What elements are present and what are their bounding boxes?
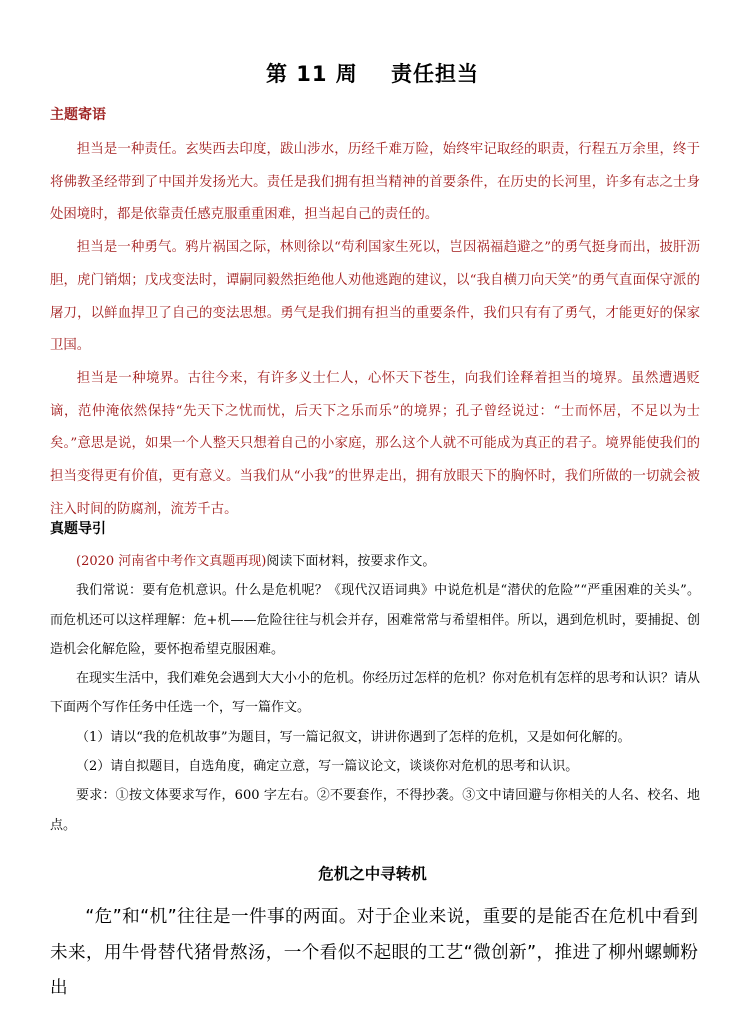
theme-paragraph: 担当是一种责任。玄奘西去印度，跋山涉水，历经千难万险，始终牢记取经的职责，行程五万余里，终于将佛教圣经带到了中国并发扬光大。责任是我们拥有担当精神的首要条件，在历史的长河里，许多有志之士身处困境时，都是依靠责任感克服重重困难，担当起自己的责任的。	[50, 142, 700, 223]
theme-paragraph: 担当是一种境界。古往今来，有许多义士仁人，心怀天下苍生，向我们诠释着担当的境界。虽然遭遇贬谪，范仲淹依然保持“先天下之忧而忧，后天下之乐而乐”的境界；孔子曾经说过：“士而怀居，不足以为士矣。”意思是说，如果一个人整天只想着自己的小家庭，那么这个人就不可能成为真正的君子。境界能使我们的担当变得更有价值，更有意义。当我们从“小我”的世界走出，拥有放眼天下的胸怀时，我们所做的一切就会被注入时间的防腐剂，流芳千古。	[50, 370, 700, 517]
theme-paragraph: 担当是一种勇气。鸦片祸国之际，林则徐以“苟利国家生死以，岂因祸福趋避之”的勇气挺身而出，披肝沥胆，虎门销烟；戊戌变法时，谭嗣同毅然拒绝他人劝他逃跑的建议，以“我自横刀向天笑”的勇气直面保守派的屠刀，以鲜血捍卫了自己的变法思想。勇气是我们拥有担当的重要条件，我们只有有了勇气，才能更好的保家卫国。	[50, 240, 700, 354]
prompt-task-2: （2）请自拟题目，自选角度，确定立意，写一篇议论文，谈谈你对危机的思考和认识。	[76, 759, 579, 775]
prompt-intro	[50, 547, 700, 576]
theme-text-block	[50, 134, 700, 526]
prompt-heading: 真题导引	[50, 521, 106, 537]
prompt-paragraph: 我们常说：要有危机意识。什么是危机呢？《现代汉语词典》中说危机是“潜伏的危险”“严重困难的关头”。而危机还可以这样理解：危+机——危险往往与机会并存，困难常常与希望相伴。所以，遇到危机时，要捕捉、创造机会化解危险，要怀抱希望克服困难。	[50, 583, 700, 657]
essay-paragraph: “危”和“机”往往是一件事的两面。对于企业来说，重要的是能否在危机中看到未来，用牛骨替代猪骨熬汤，一个看似不起眼的工艺“微创新”，推进了柳州螺蛳粉出	[50, 907, 698, 998]
essay-body	[50, 900, 698, 1007]
prompt-requirements: 要求：①按文体要求写作，600 字左右。②不要套作，不得抄袭。③文中请回避与你相关的人名、校名、地点。	[50, 788, 700, 833]
essay-title: 危机之中寻转机	[318, 865, 427, 883]
prompt-task-1: （1）请以“我的危机故事”为题目，写一篇记叙文，讲讲你遇到了怎样的危机，又是如何化解的。	[76, 729, 631, 745]
prompt-source: (2020 河南省中考作文真题再现)	[76, 554, 267, 569]
prompt-paragraph: 在现实生活中，我们难免会遇到大大小小的危机。你经历过怎样的危机？你对危机有怎样的思考和认识？请从下面两个写作任务中任选一个，写一篇作文。	[50, 671, 701, 716]
page-title: 第 11 周 责任担当	[265, 62, 480, 86]
prompt-text-block	[50, 547, 700, 840]
prompt-instruction: 阅读下面材料，按要求作文。	[266, 554, 436, 569]
theme-heading: 主题寄语	[50, 107, 106, 123]
